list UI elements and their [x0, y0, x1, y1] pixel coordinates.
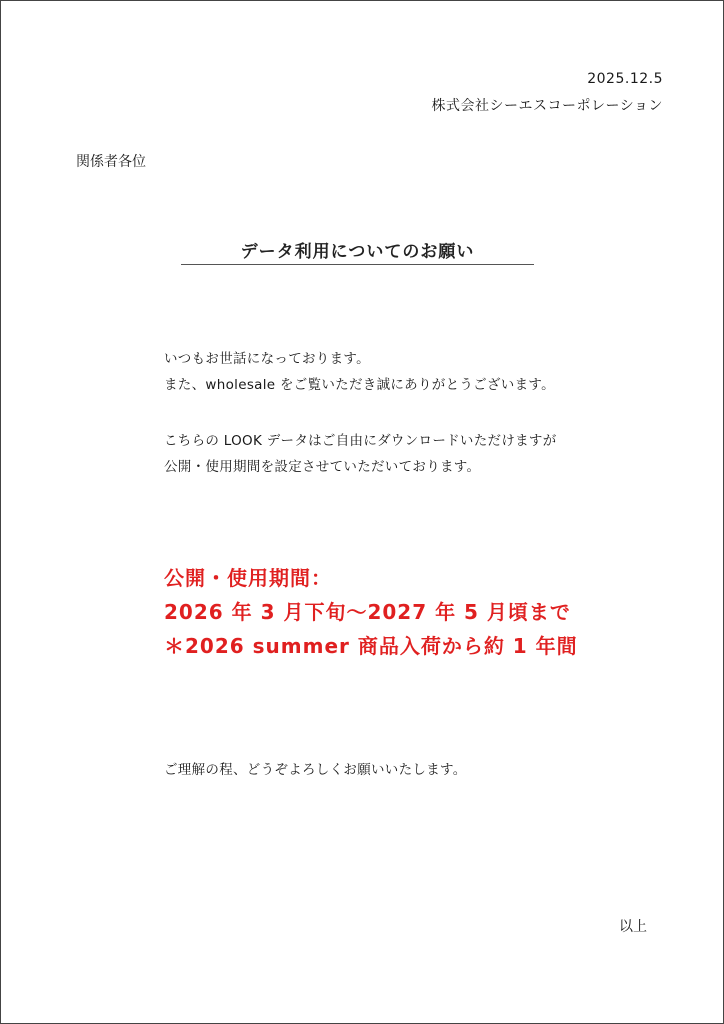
notice-note: ＊2026 summer 商品入荷から約 1 年間 — [164, 634, 578, 658]
greeting-paragraph — [164, 346, 555, 398]
usage-line-2: 公開・使用期間を設定させていただいております。 — [164, 459, 481, 475]
usage-line-1: こちらの LOOK データはご自由にダウンロードいただけますが — [164, 433, 557, 449]
recipient-line: 関係者各位 — [76, 154, 146, 170]
end-mark: 以上 — [619, 919, 647, 935]
usage-paragraph — [164, 428, 557, 480]
greeting-line-2: また、wholesale をご覧いただき誠にありがとうございます。 — [164, 377, 555, 393]
usage-period-notice — [164, 561, 578, 663]
closing-line: ご理解の程、どうぞよろしくお願いいたします。 — [164, 762, 467, 778]
title-underline — [181, 264, 534, 265]
greeting-line-1: いつもお世話になっております。 — [164, 351, 370, 367]
document-date: 2025.12.5 — [587, 71, 663, 87]
notice-heading: 公開・使用期間： — [164, 566, 332, 590]
notice-period: 2026 年 3 月下旬〜2027 年 5 月頃まで — [164, 600, 571, 624]
document-title: データ利用についてのお願い — [240, 242, 475, 262]
sender-company: 株式会社シーエスコーポレーション — [431, 98, 663, 114]
